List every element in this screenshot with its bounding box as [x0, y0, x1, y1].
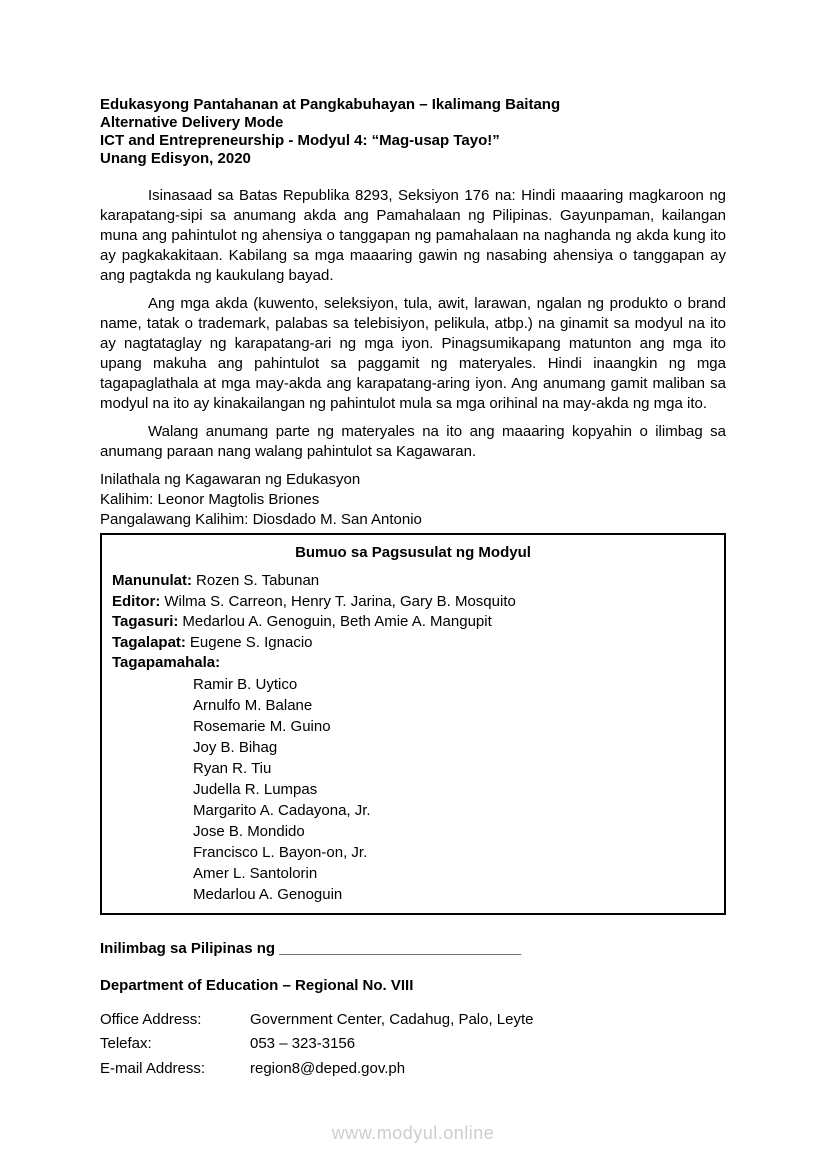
credits-role-layout: [102, 633, 724, 654]
management-name: Joy B. Bihag: [193, 738, 278, 756]
management-name: Arnulfo M. Balane: [193, 696, 313, 714]
role-label: Editor:: [112, 592, 161, 610]
management-name: Ramir B. Uytico: [193, 675, 298, 693]
role-value: Eugene S. Ignacio: [189, 633, 313, 651]
contact-row-email: [100, 1057, 726, 1082]
role-value: Rozen S. Tabunan: [196, 572, 320, 589]
management-name: Judella R. Lumpas: [193, 780, 318, 798]
publisher-line: Inilathala ng Kagawaran ng Edukasyon: [100, 471, 361, 488]
management-name: Amer L. Santolorin: [193, 864, 318, 882]
contact-value: Government Center, Cadahug, Palo, Leyte: [250, 1010, 534, 1028]
watermark-text: www.modyul.online: [331, 1123, 495, 1143]
credits-box: [100, 533, 726, 915]
printed-in-philippines-line: Inilimbag sa Pilipinas ng _____________________________: [100, 939, 522, 957]
role-value: Medarlou A. Genoguin, Beth Amie A. Mangupit: [182, 613, 492, 630]
header-line-edition: Unang Edisyon, 2020: [100, 150, 251, 167]
contact-info: [100, 1008, 726, 1082]
copyright-section: [100, 186, 726, 462]
undersecretary-line: Pangalawang Kalihim: Diosdado M. San Antonio: [100, 511, 422, 528]
secretary-line: Kalihim: Leonor Magtolis Briones: [100, 491, 320, 508]
copyright-paragraph-1: Isinasaad sa Batas Republika 8293, Seksiyon 176 na: Hindi maaaring magkaroon ng karapatang-sipi sa anumang akda ang Pamahalaan ng Pilipinas. Gayunpaman, kailangan muna ang pahintulot ng ahensiya o tanggapan ng pamahalaan na naghanda ng akda kung ito ay pagkakakitaan. Kabilang sa mga maaaring gawin ng nasabing ahensiya o tanggapan ay ang pagtakda ng kaukulang bayad.: [100, 187, 726, 284]
role-label: Tagasuri:: [112, 613, 179, 630]
role-label: Tagapamahala:: [112, 654, 221, 671]
contact-value: region8@deped.gov.ph: [250, 1059, 406, 1077]
header-line-subject: Edukasyong Pantahanan at Pangkabuhayan – Ikalimang Baitang: [100, 96, 561, 113]
header-line-delivery-mode: Alternative Delivery Mode: [100, 114, 284, 131]
copyright-paragraph-3: Walang anumang parte ng materyales na ito ang maaaring kopyahin o ilimbag sa anumang paraan nang walang pahintulot sa Kagawaran.: [100, 423, 726, 460]
role-label: Tagalapat:: [112, 633, 186, 651]
management-name: Medarlou A. Genoguin: [193, 885, 343, 903]
publisher-info: [100, 470, 726, 530]
contact-label: E-mail Address:: [100, 1059, 206, 1077]
role-value: Wilma S. Carreon, Henry T. Jarina, Gary B. Mosquito: [164, 592, 516, 610]
credits-role-reviewer: [102, 612, 724, 633]
credits-role-management: [102, 653, 724, 674]
management-name: Francisco L. Bayon-on, Jr.: [193, 843, 368, 861]
management-name: Margarito A. Cadayona, Jr.: [193, 801, 371, 819]
copyright-paragraph-2: Ang mga akda (kuwento, seleksiyon, tula, awit, larawan, ngalan ng produkto o brand name, tatak o trademark, palabas sa telebisiyon, pelikula, atbp.) na ginamit sa modyul na ito ay nagtataglay ng karapatang-ari ng mga iyon. Pinagsumikapang matunton ang mga ito upang makuha ang pahintulot sa paggamit ng materyales. Hindi inaangkin ng mga tagapaglathala at mga may-akda ang karapatang-aring iyon. Ang anumang gamit maliban sa modyul na ito ay kinakailangan ng pahintulot mula sa mga orihinal na may-akda ng mga ito.: [100, 295, 726, 412]
management-name: Jose B. Mondido: [193, 822, 305, 840]
management-name: Rosemarie M. Guino: [193, 717, 331, 735]
department-region-line: Department of Education – Regional No. VIII: [100, 976, 414, 994]
contact-row-telefax: [100, 1032, 726, 1057]
contact-label: Office Address:: [100, 1010, 202, 1028]
management-name: Ryan R. Tiu: [193, 759, 272, 777]
contact-value: 053 – 323-3156: [250, 1035, 356, 1052]
role-label: Manunulat:: [112, 572, 192, 589]
credits-role-editor: [102, 592, 724, 613]
header-line-module-title: ICT and Entrepreneurship - Modyul 4: “Mag-usap Tayo!”: [100, 132, 500, 149]
module-header: [100, 96, 726, 168]
credits-role-writer: [102, 571, 724, 592]
management-name-list: [102, 674, 724, 905]
credits-box-title: Bumuo sa Pagsusulat ng Modyul: [295, 544, 531, 561]
contact-label: Telefax:: [100, 1035, 152, 1052]
contact-row-office-address: [100, 1008, 726, 1033]
